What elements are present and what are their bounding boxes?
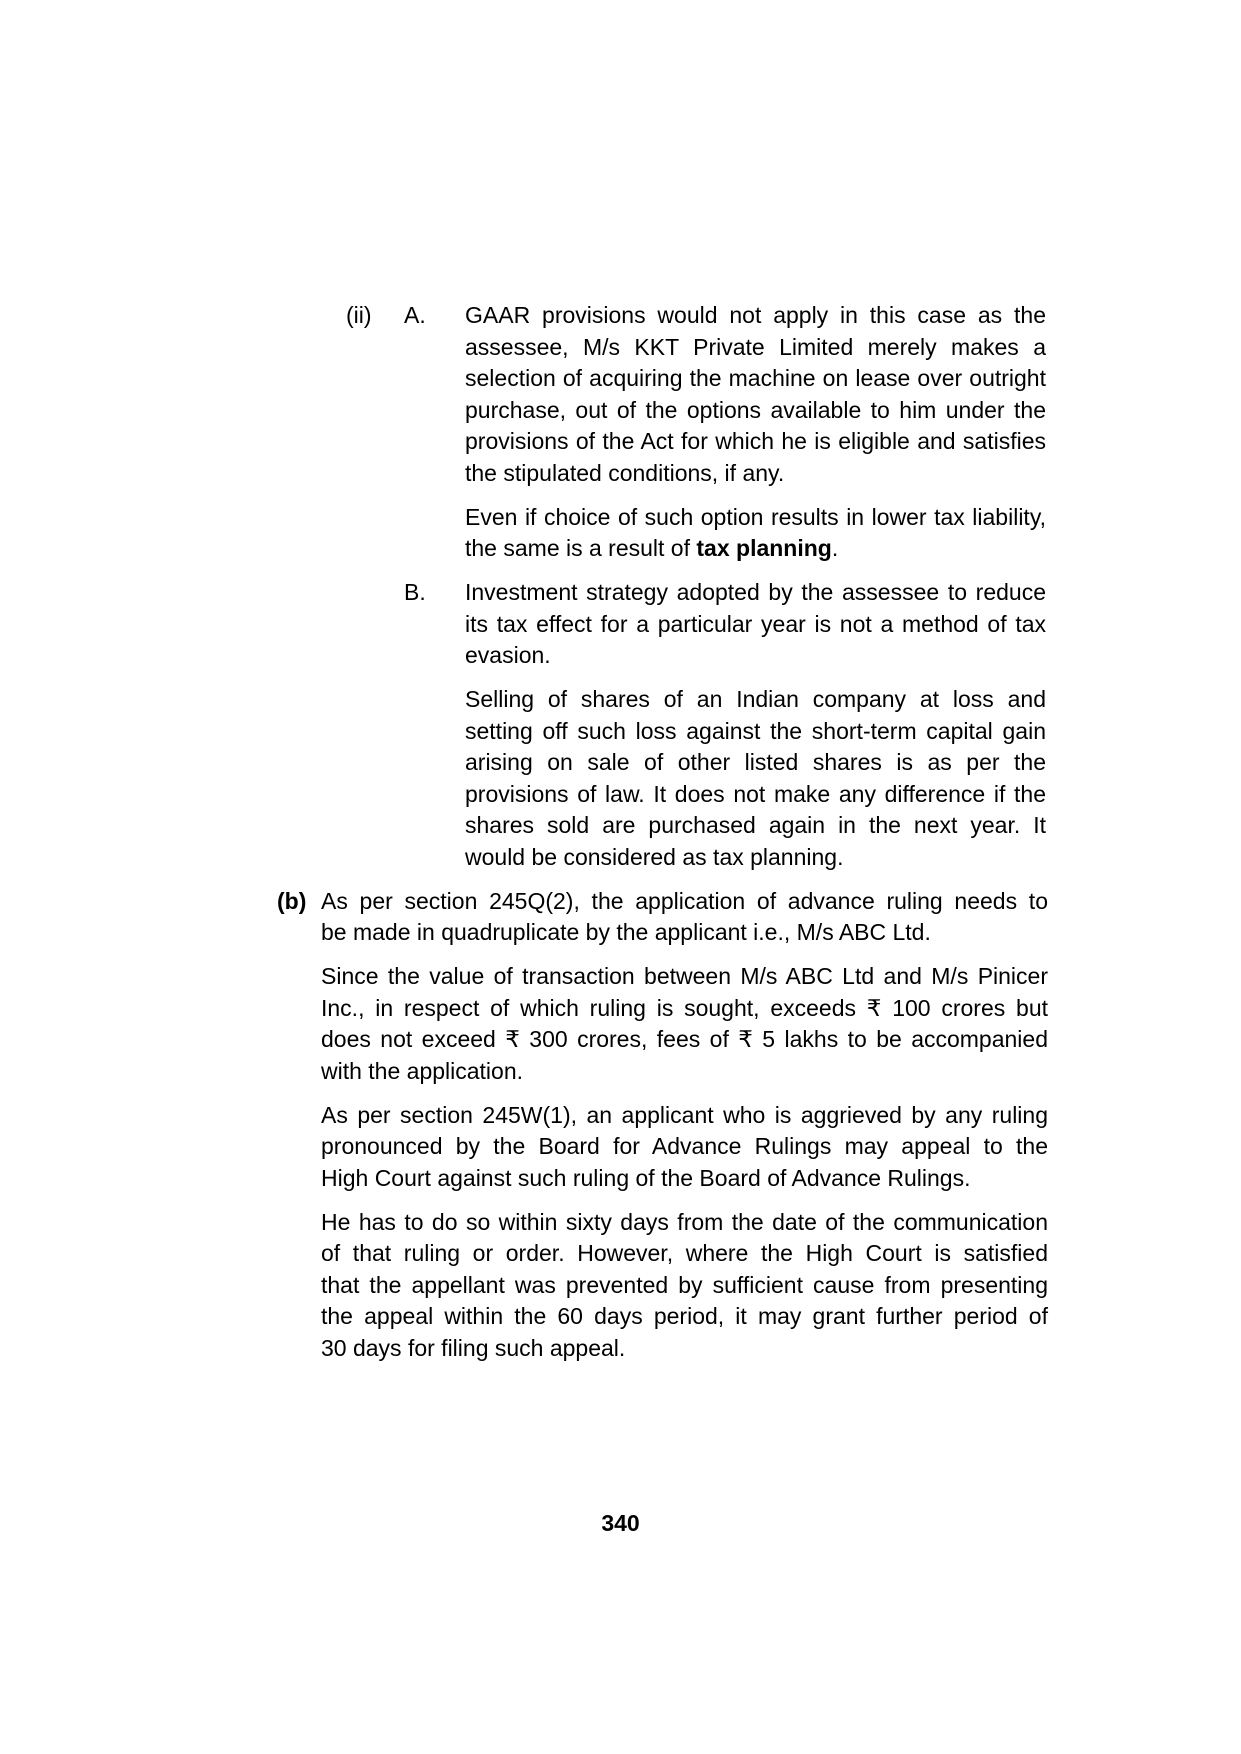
text-line: shares sold are purchased again in the next year. It	[465, 812, 1046, 838]
page-number: 340	[601, 1510, 640, 1536]
text-line: He has to do so within sixty days from the date of the communication	[321, 1208, 1048, 1235]
text-line: Selling of shares of an Indian company at loss and	[465, 686, 1046, 712]
text-segment: the same is a result of	[465, 535, 697, 561]
text-line: pronounced by the Board for Advance Rulings may appeal to the	[321, 1133, 1048, 1159]
text-line: would be considered as tax planning.	[465, 843, 844, 870]
text-line: Investment strategy adopted by the assessee to reduce	[465, 579, 1046, 605]
paragraph	[321, 961, 1048, 1087]
list-marker-b-upper: B.	[404, 579, 426, 605]
text-line: be made in quadruplicate by the applicant i.e., M/s ABC Ltd.	[321, 919, 931, 945]
item-b-upper-body	[465, 577, 1046, 886]
text-segment: .	[831, 535, 839, 561]
text-line: provisions of law. It does not make any difference if the	[465, 780, 1046, 807]
list-item-b-upper	[0, 577, 1241, 886]
text-line: that the appellant was prevented by sufficient cause from presenting	[321, 1271, 1048, 1298]
text-line	[465, 533, 1046, 565]
text-line: assessee, M/s KKT Private Limited merely makes a	[465, 333, 1046, 360]
list-marker-ii: (ii)	[346, 302, 372, 328]
list-item-ii	[0, 300, 1241, 577]
list-marker-a: A.	[404, 302, 426, 328]
text-line: purchase, out of the options available to him under the	[465, 396, 1046, 423]
text-line: the appeal within the 60 days period, it may grant further period of	[321, 1303, 1048, 1329]
list-item-b	[0, 886, 1241, 1377]
text-line: Since the value of transaction between M/s ABC Ltd and M/s Pinicer	[321, 963, 1048, 989]
text-line: evasion.	[465, 642, 551, 668]
text-line: of that ruling or order. However, where the High Court is satisfied	[321, 1240, 1048, 1266]
paragraph	[465, 684, 1046, 873]
text-line: Inc., in respect of which ruling is sought, exceeds ₹ 100 crores but	[321, 994, 1048, 1021]
item-b-body	[321, 886, 1048, 1377]
paragraph	[465, 300, 1046, 489]
text-line: setting off such loss against the short-term capital gain	[465, 717, 1046, 744]
text-line: 30 days for filing such appeal.	[321, 1334, 626, 1361]
text-line: As per section 245Q(2), the application of advance ruling needs to	[321, 887, 1048, 914]
paragraph	[465, 502, 1046, 565]
page-content	[0, 300, 1241, 1377]
paragraph	[321, 1100, 1048, 1195]
text-line: As per section 245W(1), an applicant who is aggrieved by any ruling	[321, 1101, 1048, 1128]
text-line: the stipulated conditions, if any.	[465, 459, 785, 486]
text-line: Even if choice of such option results in lower tax liability,	[465, 503, 1046, 530]
text-line: does not exceed ₹ 300 crores, fees of ₹ 5 lakhs to be accompanied	[321, 1026, 1048, 1052]
bold-text-tax-planning: tax planning	[696, 535, 832, 561]
paragraph	[465, 577, 1046, 672]
text-line: its tax effect for a particular year is not a method of tax	[465, 610, 1046, 637]
text-line: selection of acquiring the machine on lease over outright	[465, 365, 1046, 391]
text-line: with the application.	[321, 1057, 524, 1084]
paragraph	[321, 1207, 1048, 1365]
list-marker-b: (b)	[277, 887, 307, 914]
paragraph	[321, 886, 1048, 949]
text-line: GAAR provisions would not apply in this case as the	[465, 302, 1046, 328]
text-line: arising on sale of other listed shares is as per the	[465, 749, 1046, 775]
item-a-body	[465, 300, 1046, 577]
text-line: provisions of the Act for which he is eligible and satisfies	[465, 428, 1046, 454]
text-line: High Court against such ruling of the Board of Advance Rulings.	[321, 1164, 971, 1191]
